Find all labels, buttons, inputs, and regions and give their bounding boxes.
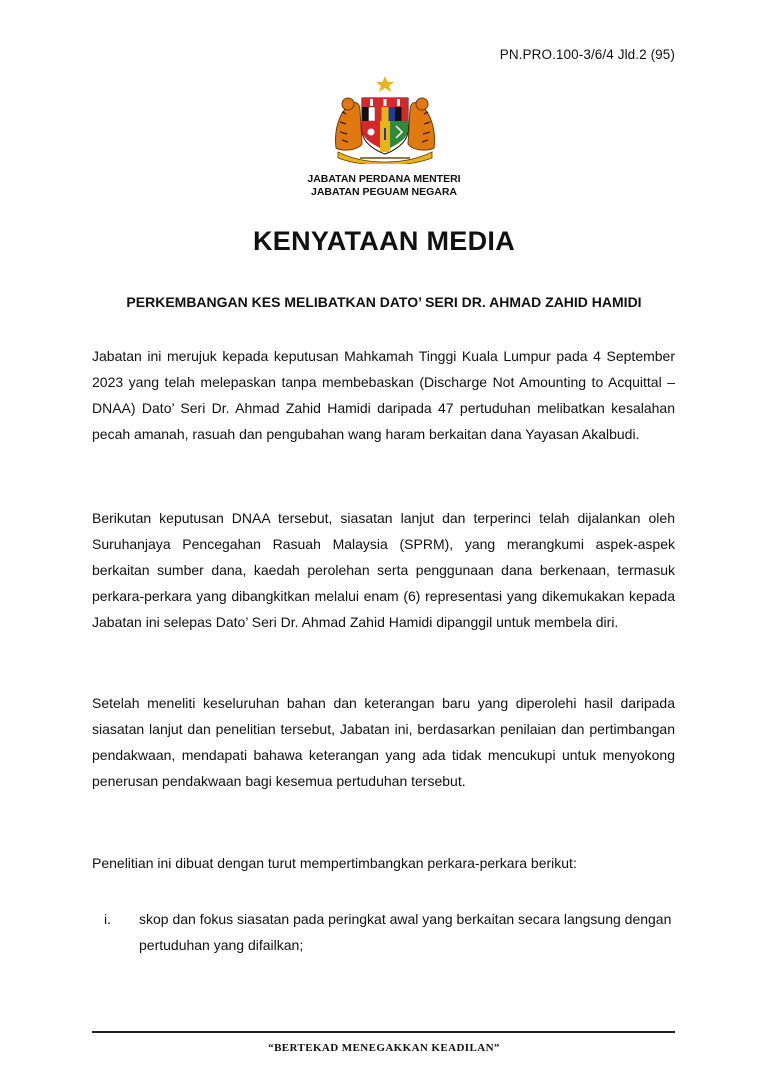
document-title: KENYATAAN MEDIA [252, 226, 515, 256]
paragraph-3: Setelah meneliti keseluruhan bahan dan keterangan baru yang diperolehi hasil daripada siasatan lanjut dan penelitian tersebut, Jabatan ini, berdasarkan penilaian dan pertimbangan pendakwaan, mendapati bahawa keterangan yang ada tidak mencukupi untuk menyokong penerusan pendakwaan bagi kesemua pertuduhan tersebut. [92, 695, 675, 789]
paragraph-4: Penelitian ini dibuat dengan turut mempertimbangkan perkara-perkara berikut: [92, 855, 577, 871]
reference-number: PN.PRO.100-3/6/4 Jld.2 (95) [499, 47, 675, 62]
department-line-1: JABATAN PERDANA MENTERI [307, 173, 461, 185]
list-item-text: skop dan fokus siasatan pada peringkat awal yang berkaitan secara langsung dengan pertuduhan yang difailkan; [139, 911, 672, 953]
paragraph-1: Jabatan ini merujuk kepada keputusan Mahkamah Tinggi Kuala Lumpur pada 4 September 2023 yang telah melepaskan tanpa membebaskan (Discharge Not Amounting to Acquittal – DNAA) Dato’ Seri Dr. Ahmad Zahid Hamidi daripada 47 pertuduhan melibatkan kesalahan pecah amanah, rasuah dan pengubahan wang haram berkaitan dana Yayasan Akalbudi. [92, 348, 675, 442]
document-subtitle: PERKEMBANGAN KES MELIBATKAN DATO’ SERI DR. AHMAD ZAHID HAMIDI [126, 294, 642, 310]
list-item-number: i. [104, 911, 111, 927]
footer-motto: “BERTEKAD MENEGAKKAN KEADILAN” [268, 1042, 500, 1054]
malaysia-coat-of-arms-icon [330, 74, 440, 164]
department-line-2: JABATAN PEGUAM NEGARA [310, 185, 458, 198]
department-header [0, 173, 768, 198]
footer-divider [92, 1031, 675, 1033]
paragraph-2: Berikutan keputusan DNAA tersebut, siasatan lanjut dan terperinci telah dijalankan oleh Suruhanjaya Pencegahan Rasuah Malaysia (SPRM), yang merangkumi aspek-aspek berkaitan sumber dana, kaedah perolehan serta penggunaan dana berkenaan, termasuk perkara-perkara yang dibangkitkan melalui enam (6) representasi yang dikemukakan kepada Jabatan ini selepas Dato’ Seri Dr. Ahmad Zahid Hamidi dipanggil untuk membela diri. [92, 510, 675, 630]
